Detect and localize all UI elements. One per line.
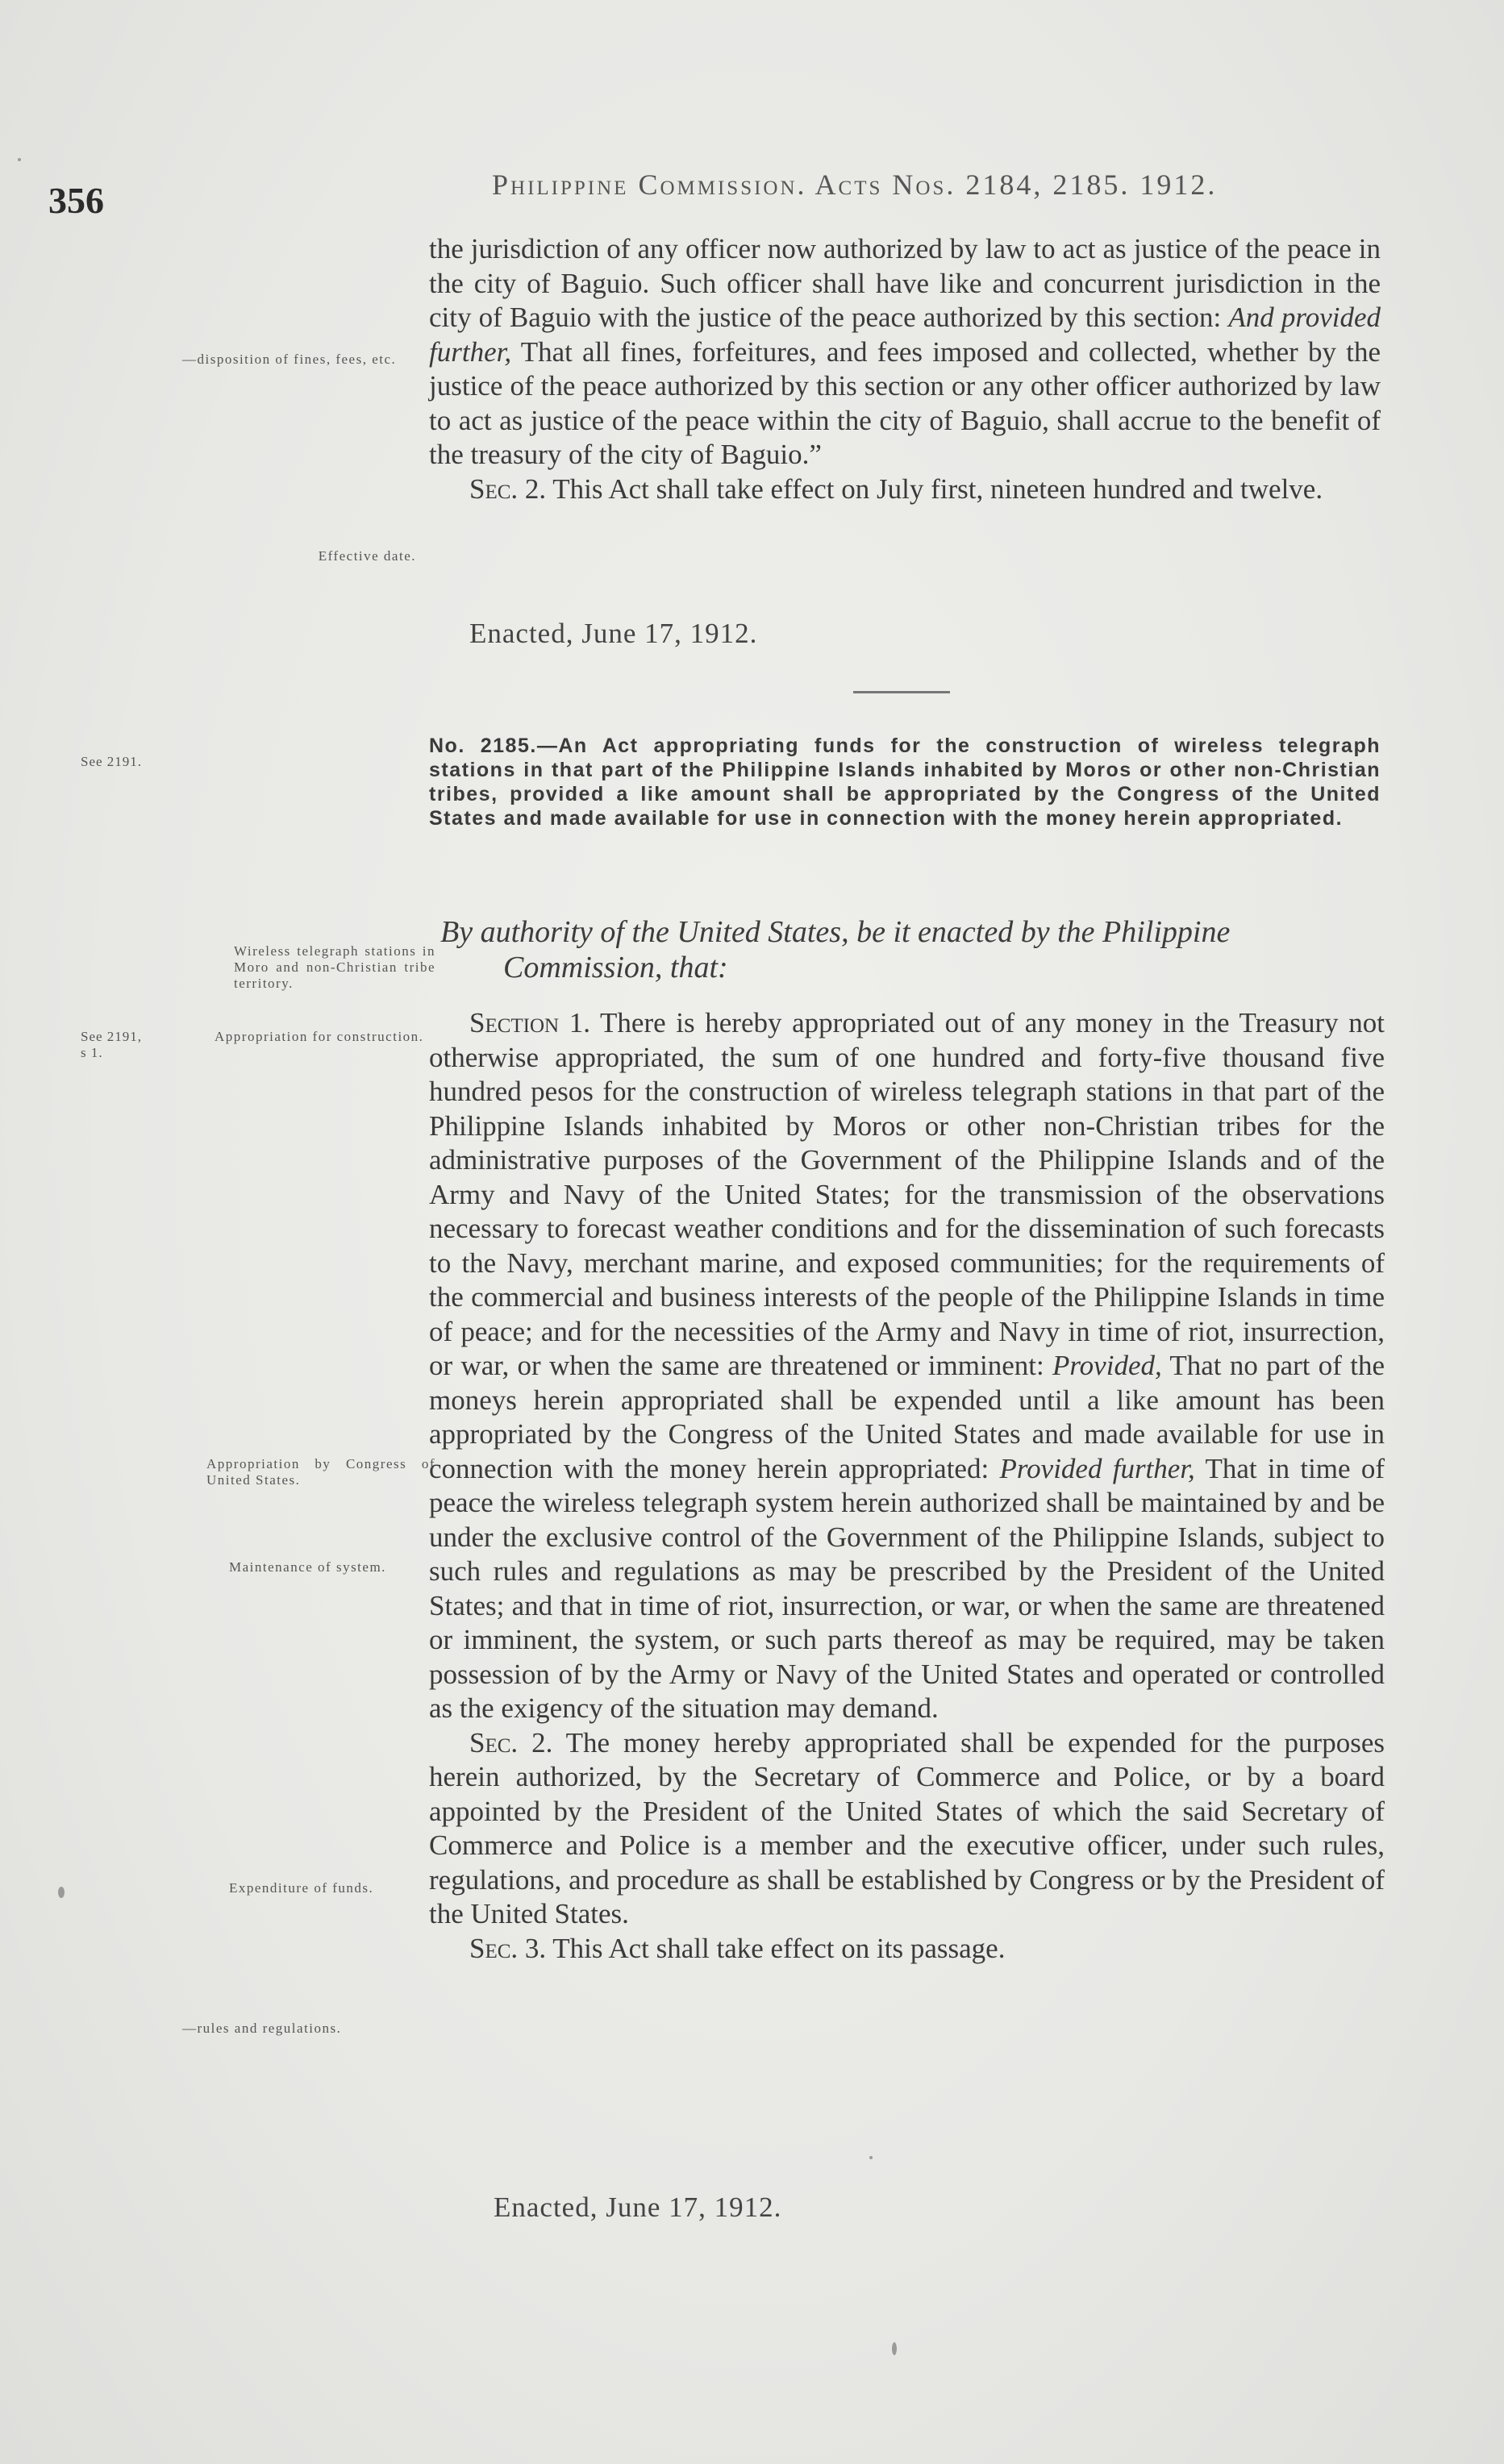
- act-2184-paragraph: [429, 232, 1381, 472]
- act-2185-sec3-text: This Act shall take effect on its passage.: [552, 1932, 1006, 1964]
- outer-ref-section: s 1.: [81, 1045, 103, 1060]
- act-2184-continuation: [429, 232, 1381, 506]
- act-2185-enacted: Enacted, June 17, 1912.: [494, 2191, 782, 2223]
- margin-note-wireless: Wireless telegraph stations in Moro and non-Christian tribe territory.: [234, 943, 435, 991]
- act-2185-provided-2: Provided further,: [999, 1452, 1195, 1484]
- section-divider: [853, 691, 950, 693]
- paper-speck: [892, 2342, 897, 2355]
- act-2185-sec1-paragraph: [429, 1006, 1385, 1726]
- act-2184-section-2: [429, 472, 1381, 507]
- act-2184-proviso: And provided further,: [429, 302, 1381, 368]
- enacting-clause-line-2: Commission, that:: [503, 951, 728, 984]
- act-2185-section-1: [429, 1006, 1385, 1966]
- act-2185-sec1-text-2: That no part of the moneys herein appropriated shall be expended until a like amount has been appropriated by the Congress of the United States and made available for use in connection with the money herein appropriated:: [429, 1350, 1385, 1484]
- page-number: 356: [48, 180, 104, 221]
- act-2184-sec2-text: This Act shall take effect on July first, nineteen hundred and twelve.: [552, 472, 1323, 505]
- margin-note-expenditure: Expenditure of funds.: [229, 1880, 374, 1896]
- paper-speck: [869, 2156, 873, 2159]
- act-2185-sec3-paragraph: [429, 1932, 1385, 1967]
- enacting-clause: [440, 914, 1384, 985]
- act-2185-sec1-label: Section 1.: [469, 1007, 591, 1038]
- running-head: Philippine Commission. Acts Nos. 2184, 2185. 1912.: [492, 169, 1218, 201]
- act-2184-text-1: the jurisdiction of any officer now authorized by law to act as justice of the peace in the city of Baguio. Such officer shall have like and concurrent jurisdiction in the city of Baguio with the justice of the peace authorized by this section:: [429, 233, 1381, 333]
- act-2185-title: [429, 734, 1381, 830]
- act-2184-enacted: Enacted, June 17, 1912.: [469, 618, 758, 649]
- act-2185-title-text: —An Act appropriating funds for the construction of wireless telegraph stations in that part of the Philippine Islands inhabited by Moros or other non-Christian tribes, provided a like amount shall be appropriated by the Congress of the United States and made available for use in connection with the money herein appropriated.: [429, 735, 1381, 830]
- act-2185-sec2-text: The money hereby appropriated shall be expended for the purposes herein authorized, by the Secretary of Commerce and Police, or by a board appointed by the President of the United States of which the said Secretary of Commerce and Police is a member and the executive officer, under such rules, regulations, and procedure as shall be established by Congress or by the President of the United States.: [429, 1726, 1385, 1929]
- outer-ref-see-2191: See 2191.: [81, 754, 143, 769]
- margin-note-disposition: —disposition of fines, fees, etc.: [182, 352, 397, 367]
- act-2185-number: No. 2185.: [429, 735, 537, 757]
- act-2185-sec1-text-3: That in time of peace the wireless telegraph system herein authorized shall be maintained by and be under the exclusive control of the Government of the Philippine Islands, subject to such rules and regulations as may be prescribed by the President of the United States; and that in time of riot, insurrection, or war, or when the same are threatened or imminent, the system, or such parts thereof as may be required, may be taken possession of by the Army or Navy of the United States and operated or controlled as the exigency of the situation may demand.: [429, 1452, 1385, 1724]
- outer-ref-see-2191-s1: [81, 1029, 153, 1061]
- paper-speck: [58, 1887, 65, 1898]
- paper-speck: [18, 158, 21, 161]
- act-2184-sec2-label: Sec. 2.: [469, 472, 547, 505]
- margin-note-rules: —rules and regulations.: [182, 2021, 342, 2036]
- margin-note-appropriation-congress: Appropriation by Congress of United States.: [206, 1456, 435, 1488]
- act-2185-sec1-text-1: There is hereby appropriated out of any money in the Treasury not otherwise appropriated, the sum of one hundred and forty-five thousand five hundred pesos for the construction of wireless telegraph stations in that part of the Philippine Islands inhabited by Moros or other non-Christian tribes for the administrative purposes of the Government of the Philippine Islands and of the Army and Navy of the United States; for the transmission of the observations necessary to forecast weather conditions and for the dissemination of such forecasts to the Navy, merchant marine, and exposed communities; for the requirements of the commercial and business interests of the people of the Philippine Islands in time of peace; and for the necessities of the Army and Navy in time of riot, insurrection, or war, or when the same are threatened or imminent:: [429, 1007, 1385, 1381]
- enacting-clause-line-1: By authority of the United States, be it enacted by the Philippine: [440, 915, 1231, 949]
- outer-ref-see-2191-b: See 2191,: [81, 1029, 143, 1044]
- act-2185-sec2-paragraph: [429, 1726, 1385, 1932]
- act-2185-sec2-label: Sec. 2.: [469, 1726, 553, 1759]
- margin-note-maintenance: Maintenance of system.: [229, 1559, 386, 1575]
- act-2185-provided-1: Provided,: [1052, 1350, 1162, 1381]
- margin-note-effective-date: Effective date.: [318, 548, 416, 564]
- act-2184-text-2: That all fines, forfeitures, and fees imposed and collected, whether by the justice of the peace authorized by this section or any other officer authorized by law to act as justice of the peace within the city of Baguio, shall accrue to the benefit of the treasury of the city of Baguio.”: [429, 335, 1381, 470]
- margin-note-appropriation-construction: Appropriation for construction.: [215, 1029, 424, 1044]
- act-2185-sec3-label: Sec. 3.: [469, 1932, 547, 1964]
